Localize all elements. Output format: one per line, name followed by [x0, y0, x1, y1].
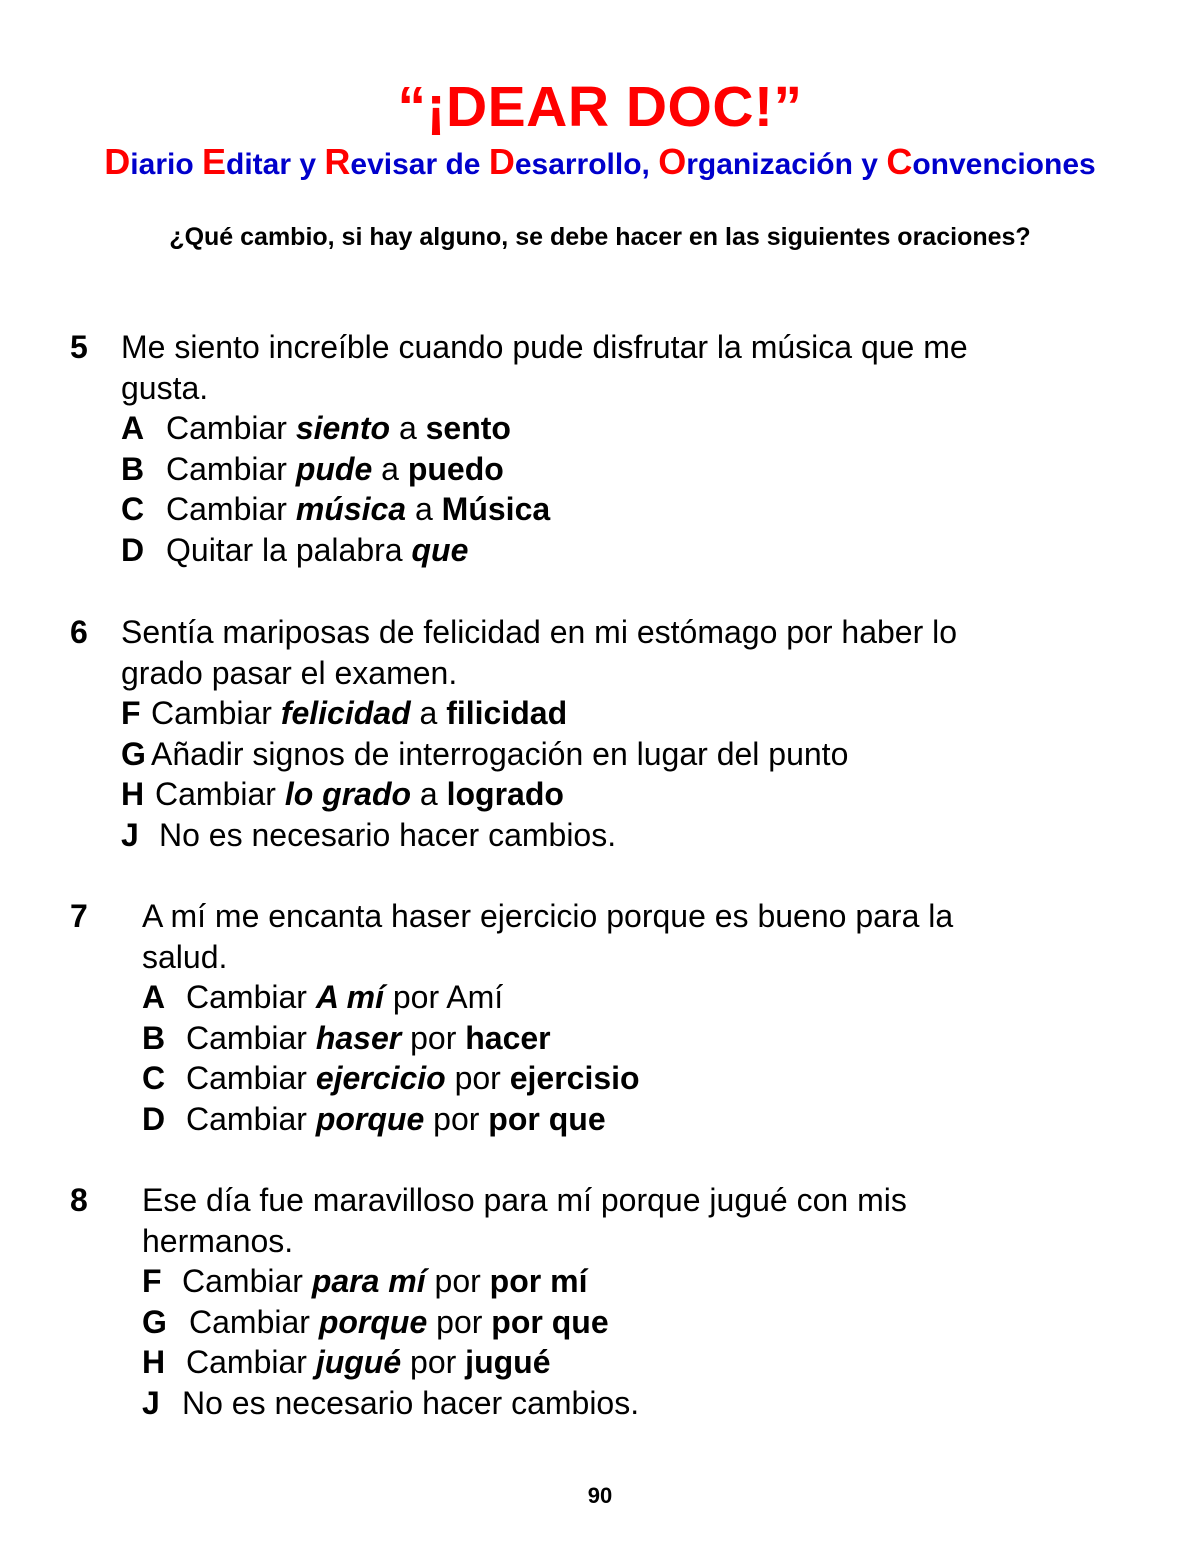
option-mid: a: [406, 491, 442, 527]
option-text: Cambiar: [186, 1060, 316, 1096]
answer-option-g[interactable]: [121, 734, 848, 775]
option-mid: por Amí: [383, 979, 504, 1015]
answer-option-g[interactable]: [142, 1302, 639, 1343]
option-letter: G: [142, 1303, 167, 1340]
option-letter: D: [121, 531, 145, 568]
option-bold: hacer: [465, 1019, 551, 1056]
option-mid: por: [445, 1060, 510, 1096]
subtitle-cap: E: [202, 141, 227, 182]
option-letter: J: [121, 816, 139, 853]
option-letter: H: [121, 776, 145, 812]
option-mid: por: [401, 1019, 466, 1056]
answer-options: [121, 693, 848, 855]
option-mid: a: [411, 776, 447, 812]
answer-option-j[interactable]: [142, 1383, 639, 1424]
option-letter: F: [121, 695, 141, 731]
subtitle-word: esarrollo,: [514, 148, 659, 181]
option-letter: A: [121, 410, 145, 446]
answer-option-d[interactable]: [121, 530, 550, 571]
question-stem: [121, 612, 957, 693]
answer-option-h[interactable]: [142, 1342, 639, 1383]
question-stem: [142, 896, 953, 977]
option-bold: sento: [425, 410, 511, 446]
option-text: Cambiar: [186, 1019, 316, 1056]
option-bold: por que: [491, 1303, 609, 1340]
stem-line: grado pasar el examen.: [121, 654, 458, 691]
question-number: 5: [70, 329, 88, 365]
option-text: Cambiar: [155, 776, 285, 812]
stem-line: Ese día fue maravilloso para mí porque jugué con mis: [142, 1182, 907, 1218]
option-mid: a: [410, 695, 447, 731]
option-italic: haser: [315, 1019, 402, 1056]
option-italic: ejercicio: [315, 1060, 446, 1096]
option-italic: porque: [318, 1303, 428, 1340]
option-italic: que: [411, 531, 469, 568]
subtitle-word: ditar y: [226, 148, 325, 181]
option-letter: C: [121, 491, 145, 527]
option-italic: siento: [295, 410, 391, 446]
option-letter: H: [142, 1344, 166, 1380]
answer-option-a[interactable]: [142, 977, 640, 1018]
question-stem: [142, 1180, 907, 1261]
subtitle-word: rganización y: [686, 148, 887, 181]
option-bold: Música: [441, 491, 551, 527]
stem-line: Sentía mariposas de felicidad en mi estómago por haber lo: [121, 614, 958, 650]
option-text: Cambiar: [189, 1303, 319, 1340]
subtitle-word: iario: [130, 148, 202, 181]
option-letter: C: [142, 1060, 166, 1096]
option-text: Cambiar: [186, 1100, 316, 1137]
option-mid: a: [390, 410, 426, 446]
option-text: No es necesario hacer cambios.: [159, 816, 617, 853]
option-letter: D: [142, 1100, 166, 1137]
option-italic: música: [295, 491, 407, 527]
answer-option-a[interactable]: [121, 408, 550, 449]
option-mid: por: [427, 1303, 492, 1340]
question-number: 6: [70, 614, 88, 650]
option-italic: jugué: [315, 1344, 402, 1380]
question-number: 7: [70, 898, 88, 934]
option-text: Cambiar: [166, 450, 296, 487]
option-text: Cambiar: [182, 1263, 312, 1299]
option-letter: B: [142, 1019, 166, 1056]
option-bold: ejercisio: [509, 1060, 640, 1096]
subtitle-cap: D: [104, 141, 131, 182]
answer-option-c[interactable]: [121, 489, 550, 530]
option-text: Cambiar: [186, 1344, 316, 1380]
answer-options: [142, 977, 640, 1139]
option-text: No es necesario hacer cambios.: [182, 1384, 640, 1421]
subtitle-word: onvenciones: [912, 148, 1096, 181]
option-text: Cambiar: [166, 491, 296, 527]
answer-option-f[interactable]: [121, 693, 848, 734]
option-italic: para mí: [311, 1263, 426, 1299]
question-number: 8: [70, 1182, 88, 1218]
subtitle-word: evisar de: [350, 148, 489, 181]
answer-option-b[interactable]: [121, 449, 550, 490]
stem-line: hermanos.: [142, 1222, 294, 1259]
option-italic: lo grado: [284, 776, 412, 812]
option-letter: F: [142, 1263, 162, 1299]
answer-options: [121, 408, 550, 570]
answer-option-j[interactable]: [121, 815, 848, 856]
option-text: Cambiar: [186, 979, 316, 1015]
option-mid: por: [424, 1100, 489, 1137]
option-mid: por: [425, 1263, 490, 1299]
subtitle-cap: D: [488, 141, 515, 182]
stem-line: salud.: [142, 938, 228, 975]
option-letter: A: [142, 979, 166, 1015]
question-stem: [121, 327, 968, 408]
option-text: Quitar la palabra: [166, 531, 412, 568]
subtitle-cap: O: [658, 141, 687, 182]
subtitle-cap: R: [324, 141, 351, 182]
answer-option-f[interactable]: [142, 1261, 639, 1302]
option-bold: por mí: [489, 1263, 588, 1299]
option-text: Cambiar: [166, 410, 296, 446]
stem-line: A mí me encanta haser ejercicio porque es bueno para la: [142, 898, 954, 934]
option-mid: por: [401, 1344, 466, 1380]
option-bold: filicidad: [446, 695, 568, 731]
option-letter: G: [121, 735, 146, 772]
option-text: Añadir signos de interrogación en lugar del punto: [151, 735, 849, 772]
option-mid: a: [372, 450, 408, 487]
stem-line: Me siento increíble cuando pude disfrutar la música que me: [121, 329, 968, 365]
option-bold: logrado: [446, 776, 564, 812]
page-number: 90: [587, 1483, 613, 1508]
answer-option-h[interactable]: [121, 774, 848, 815]
option-bold: por que: [488, 1100, 606, 1137]
option-letter: B: [121, 450, 145, 487]
option-letter: J: [142, 1384, 160, 1421]
answer-options: [142, 1261, 639, 1423]
option-text: Cambiar: [151, 695, 281, 731]
option-italic: felicidad: [280, 695, 411, 731]
option-italic: A mí: [315, 979, 384, 1015]
page-subtitle: [0, 142, 1200, 185]
option-bold: puedo: [407, 450, 504, 487]
page-title: “¡DEAR DOC!”: [397, 75, 803, 139]
instructions: ¿Qué cambio, si hay alguno, se debe hacer en las siguientes oraciones?: [169, 223, 1031, 251]
option-bold: jugué: [465, 1344, 551, 1380]
subtitle-cap: C: [886, 141, 913, 182]
answer-option-c[interactable]: [142, 1058, 640, 1099]
option-italic: porque: [315, 1100, 425, 1137]
stem-line: gusta.: [121, 369, 209, 406]
answer-option-d[interactable]: [142, 1099, 640, 1140]
answer-option-b[interactable]: [142, 1018, 640, 1059]
option-italic: pude: [295, 450, 373, 487]
